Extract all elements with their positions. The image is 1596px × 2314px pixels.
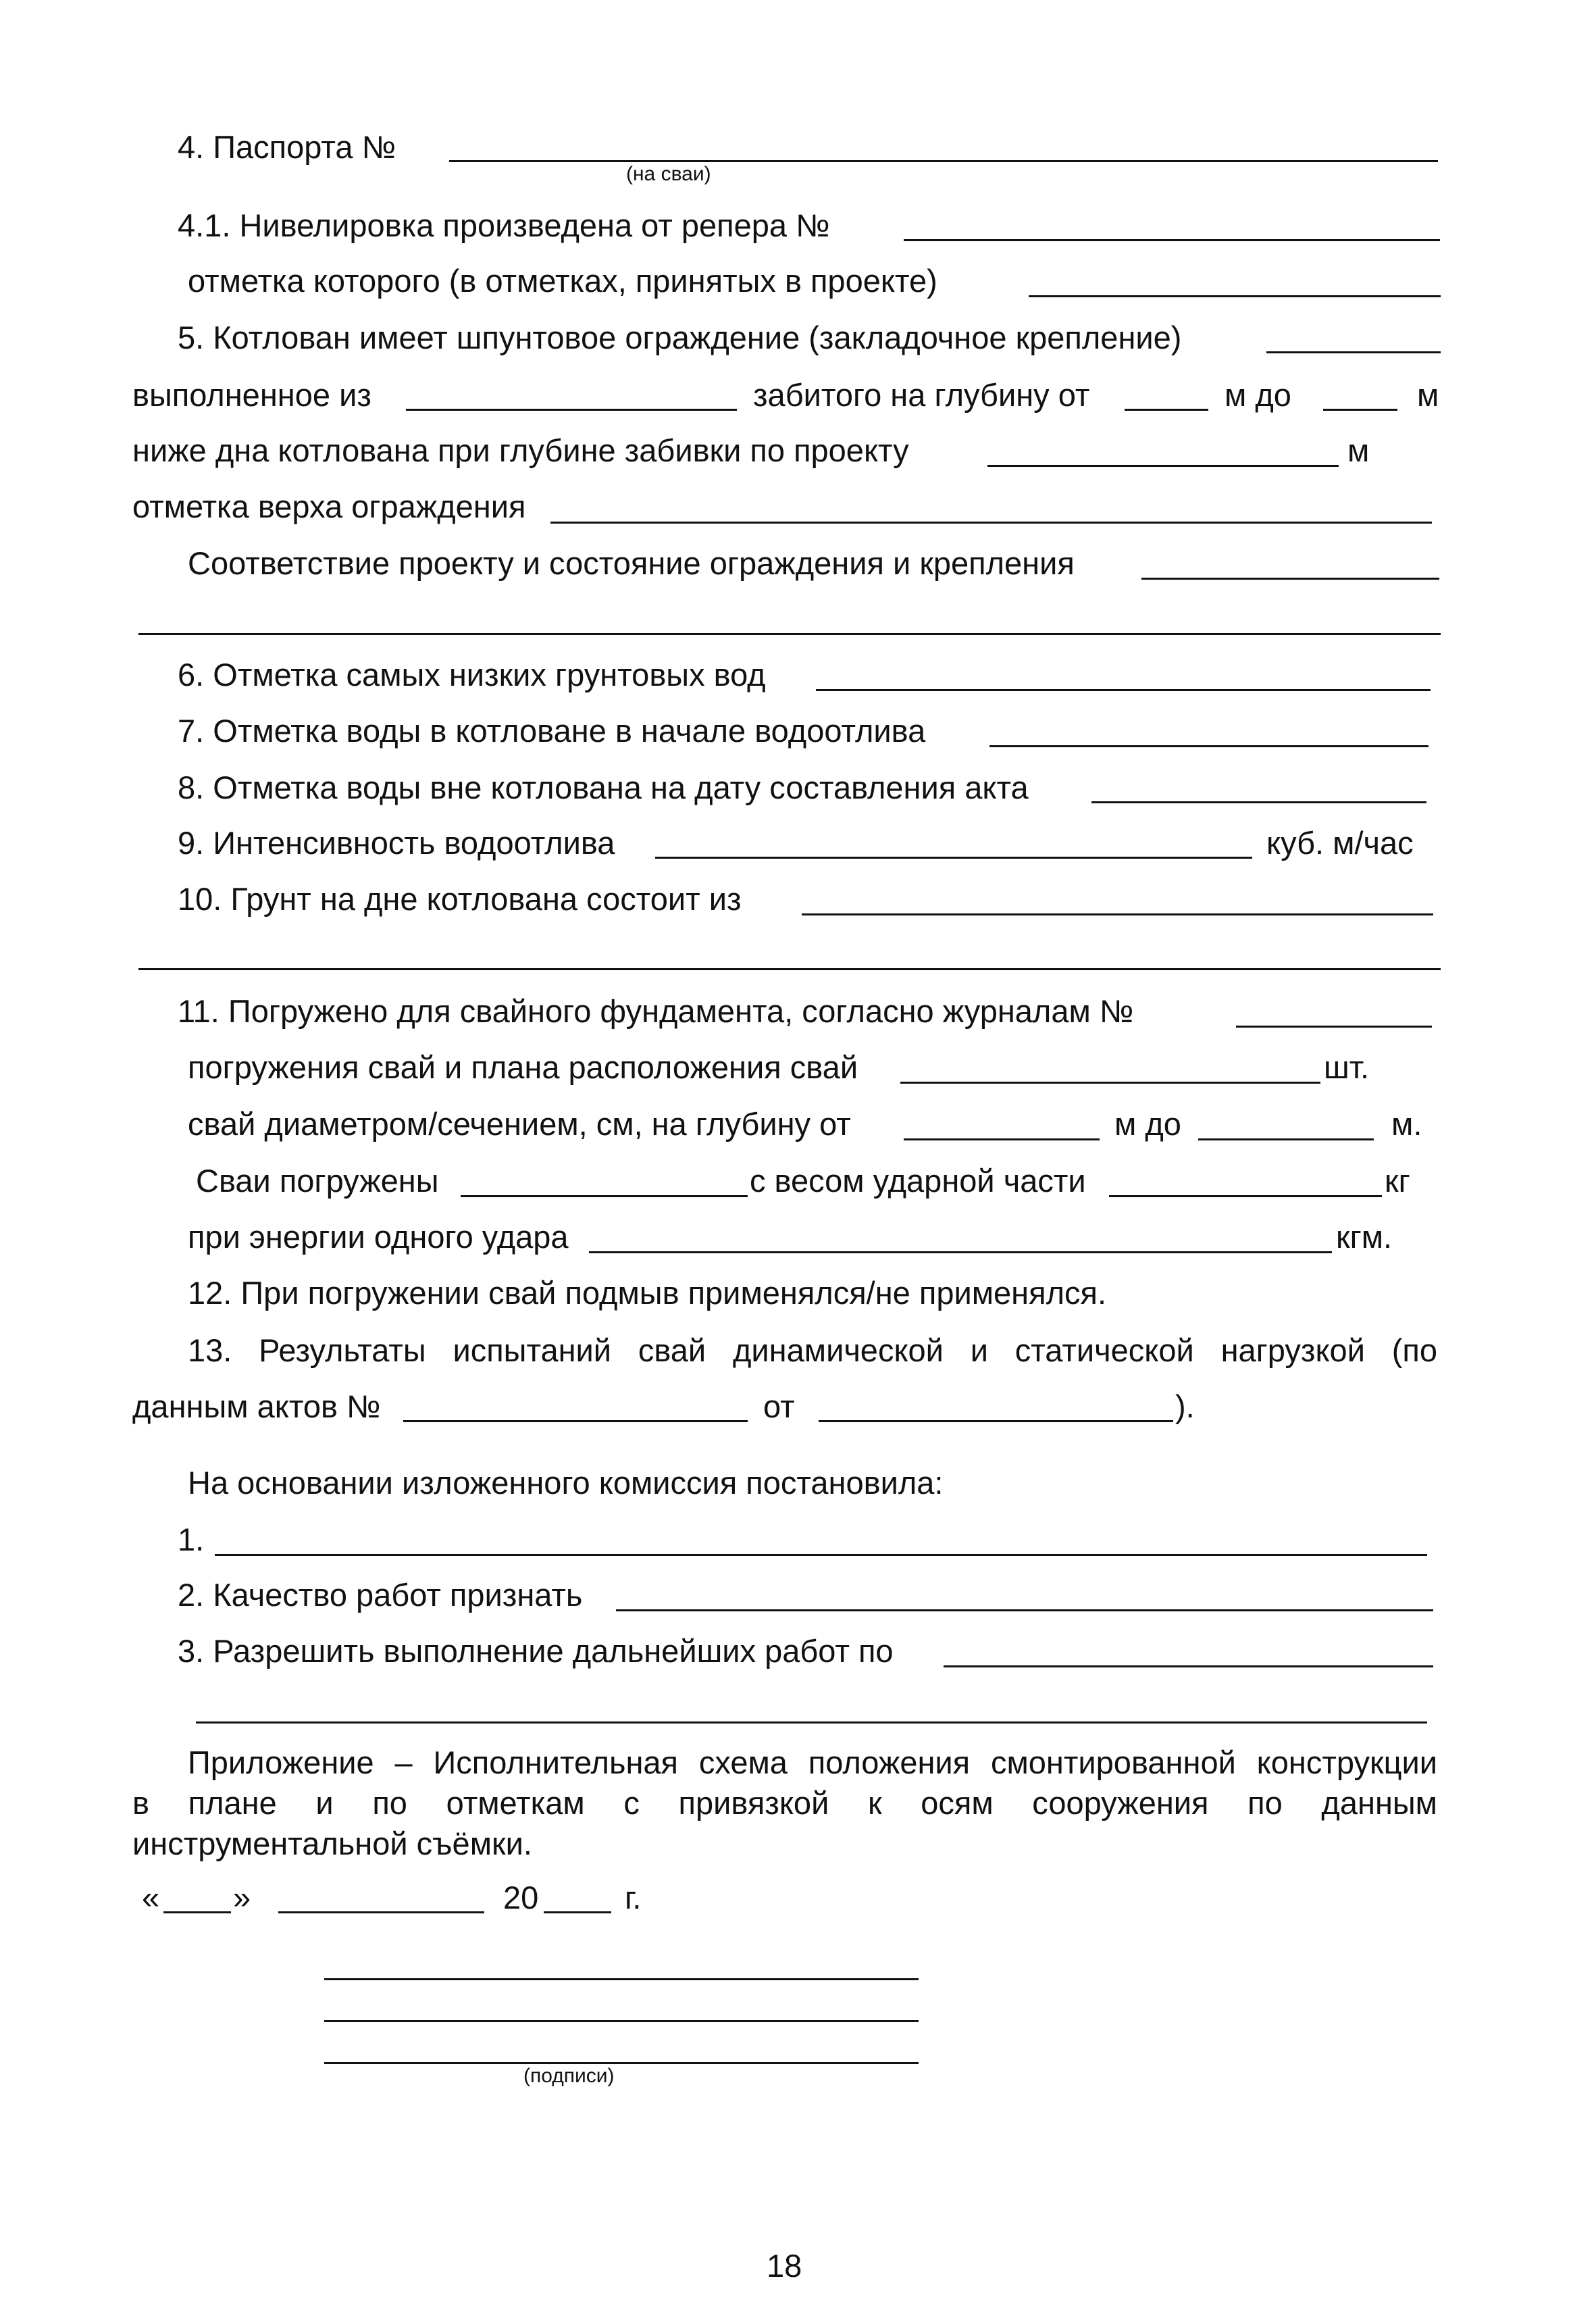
material-field[interactable] <box>406 409 737 411</box>
driving-equipment-field[interactable] <box>461 1195 748 1197</box>
decision1-label: 1. <box>178 1521 205 1557</box>
unit-m-do: м до <box>1114 1106 1181 1142</box>
compliance-field[interactable] <box>1141 578 1439 580</box>
depth-from-field[interactable] <box>1125 409 1208 411</box>
year-suffix: г. <box>625 1880 642 1915</box>
signature-line-2[interactable] <box>324 2020 919 2022</box>
made-from-label: выполненное из <box>132 377 371 413</box>
piles-count-field[interactable] <box>900 1082 1320 1084</box>
item11-label: 11. Погружено для свайного фундамента, согласно журналам № <box>178 993 1134 1029</box>
pit-field[interactable] <box>1266 351 1441 353</box>
unit-m: м <box>1417 377 1439 413</box>
page-number: 18 <box>767 2248 802 2284</box>
passport-label: 4. Паспорта № <box>178 129 396 165</box>
item8-label: 8. Отметка воды вне котлована на дату составления акта <box>178 770 1029 805</box>
mark-field[interactable] <box>1029 295 1441 297</box>
unit-m-2: м <box>1347 432 1370 468</box>
decision-intro: На основании изложенного комиссия постановила: <box>188 1465 944 1501</box>
appendix-line3: инструментальной съёмки. <box>132 1826 532 1861</box>
passport-note: (на сваи) <box>626 163 711 185</box>
signature-line-3[interactable] <box>324 2062 919 2064</box>
compliance-label: Соответствие проекту и состояние ограждения и крепления <box>188 545 1075 581</box>
item6-label: 6. Отметка самых низких грунтовых вод <box>178 657 766 693</box>
year-prefix: 20 <box>503 1880 539 1915</box>
item13-line1: 13. Результаты испытаний свай динамической и статической нагрузкой (по <box>188 1332 1437 1368</box>
signature-line-1[interactable] <box>324 1978 919 1980</box>
driven-depth-label: забитого на глубину от <box>753 377 1090 413</box>
hammer-weight-label: с весом ударной части <box>750 1163 1086 1199</box>
item10-field[interactable] <box>802 913 1433 915</box>
pile-depth-from-field[interactable] <box>904 1138 1100 1140</box>
energy-label: при энергии одного удара <box>188 1219 569 1255</box>
energy-field[interactable] <box>589 1251 1332 1253</box>
piles-plan-label: погружения свай и плана расположения свай <box>188 1049 858 1085</box>
item13-from-label: от <box>763 1388 795 1424</box>
pile-depth-to-field[interactable] <box>1198 1138 1374 1140</box>
mark-label: отметка которого (в отметках, принятых в проекте) <box>188 263 937 299</box>
quality-field[interactable] <box>616 1609 1433 1611</box>
decision2-label: 2. Качество работ признать <box>178 1577 583 1613</box>
depth-to-field[interactable] <box>1323 409 1397 411</box>
leveling-label: 4.1. Нивелировка произведена от репера № <box>178 207 830 243</box>
item10-field-extra[interactable] <box>138 968 1441 970</box>
unit-m-dot: м. <box>1391 1106 1422 1142</box>
decision1-field[interactable] <box>215 1554 1427 1556</box>
date-month-field[interactable] <box>278 1911 484 1913</box>
acts-date-field[interactable] <box>819 1420 1173 1422</box>
top-mark-label: отметка верха ограждения <box>132 488 526 524</box>
date-year-field[interactable] <box>544 1911 611 1913</box>
item9-field[interactable] <box>655 857 1252 859</box>
date-day-field[interactable] <box>163 1911 231 1913</box>
item10-label: 10. Грунт на дне котлована состоит из <box>178 881 742 917</box>
acts-number-field[interactable] <box>403 1420 748 1422</box>
item8-field[interactable] <box>1091 801 1426 803</box>
piles-diam-label: свай диаметром/сечением, см, на глубину от <box>188 1106 851 1142</box>
passport-field[interactable] <box>449 160 1438 162</box>
decision3-label: 3. Разрешить выполнение дальнейших работ по <box>178 1633 894 1669</box>
appendix-line2: в плане и по отметкам с привязкой к осям сооружения по данным <box>132 1785 1437 1821</box>
unit-kgm: кгм. <box>1336 1219 1393 1255</box>
item7-label: 7. Отметка воды в котловане в начале водоотлива <box>178 713 926 749</box>
design-depth-field[interactable] <box>987 465 1339 467</box>
item6-field[interactable] <box>816 689 1431 691</box>
top-mark-field[interactable] <box>550 522 1432 524</box>
benchmark-field[interactable] <box>904 239 1440 241</box>
below-bottom-label: ниже дна котлована при глубине забивки по проекту <box>132 432 909 468</box>
item9-label: 9. Интенсивность водоотлива <box>178 825 615 861</box>
item7-field[interactable] <box>989 745 1428 747</box>
compliance-field-extra[interactable] <box>138 633 1441 635</box>
date-open-quote: « <box>142 1880 160 1915</box>
unit-m-to: м до <box>1225 377 1291 413</box>
item13-acts-label: данным актов № <box>132 1388 381 1424</box>
item13-close: ). <box>1175 1388 1195 1424</box>
journal-field[interactable] <box>1236 1026 1432 1028</box>
appendix-line1: Приложение – Исполнительная схема положения смонтированной конструкции <box>188 1744 1437 1780</box>
piles-driven-label: Сваи погружены <box>196 1163 439 1199</box>
further-works-field-extra[interactable] <box>196 1721 1427 1724</box>
signatures-note: (подписи) <box>523 2065 615 2087</box>
date-close-quote: » <box>233 1880 251 1915</box>
hammer-weight-field[interactable] <box>1109 1195 1382 1197</box>
item12-text: 12. При погружении свай подмыв применялся/не применялся. <box>188 1275 1107 1311</box>
unit-pcs: шт. <box>1324 1049 1370 1085</box>
unit-kg: кг <box>1385 1163 1410 1199</box>
further-works-field[interactable] <box>944 1665 1433 1667</box>
pit-label: 5. Котлован имеет шпунтовое ограждение (закладочное крепление) <box>178 320 1182 355</box>
item9-unit: куб. м/час <box>1266 825 1414 861</box>
